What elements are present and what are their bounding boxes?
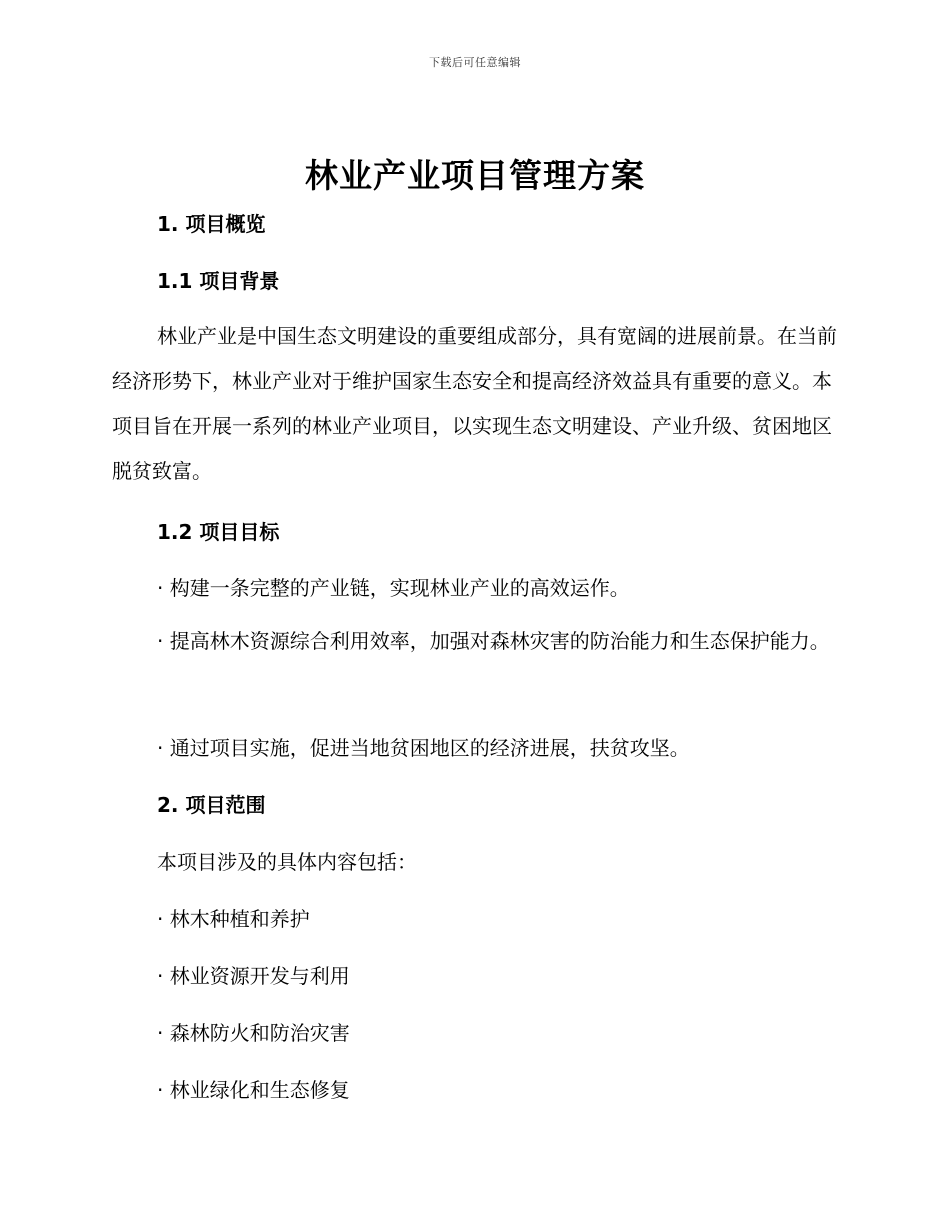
goal-item: [112, 618, 832, 664]
goal-item: · 通过项目实施，促进当地贫困地区的经济进展，扶贫攻坚。: [157, 736, 690, 760]
background-paragraph-text: 林业产业是中国生态文明建设的重要组成部分，具有宽阔的进展前景。在当前经济形势下，林业产业对于维护国家生态安全和提高经济效益具有重要的意义。本项目旨在开展一系列的林业产业项目，以实现生态文明建设、产业升级、贫困地区脱贫致富。: [112, 324, 837, 483]
section-1-2-heading: 1.2 项目目标: [157, 520, 280, 544]
scope-item: · 林木种植和养护: [157, 907, 310, 931]
section-1-1-heading: 1.1 项目背景: [157, 269, 280, 293]
section-1-heading: 1. 项目概览: [157, 212, 266, 236]
scope-intro: 本项目涉及的具体内容包括：: [157, 850, 417, 874]
scope-item: · 林业资源开发与利用: [157, 964, 350, 988]
section-2-heading: 2. 项目范围: [157, 793, 266, 817]
goal-item-text: · 提高林木资源综合利用效率，加强对森林灾害的防治能力和生态保护能力。: [157, 629, 830, 653]
background-paragraph: [112, 314, 842, 494]
scope-item: · 森林防火和防治灾害: [157, 1021, 350, 1045]
goal-item: · 构建一条完整的产业链，实现林业产业的高效运作。: [157, 576, 630, 600]
document-title: 林业产业项目管理方案: [305, 156, 645, 195]
scope-item: · 林业绿化和生态修复: [157, 1078, 350, 1102]
header-note: 下载后可任意编辑: [429, 56, 521, 69]
